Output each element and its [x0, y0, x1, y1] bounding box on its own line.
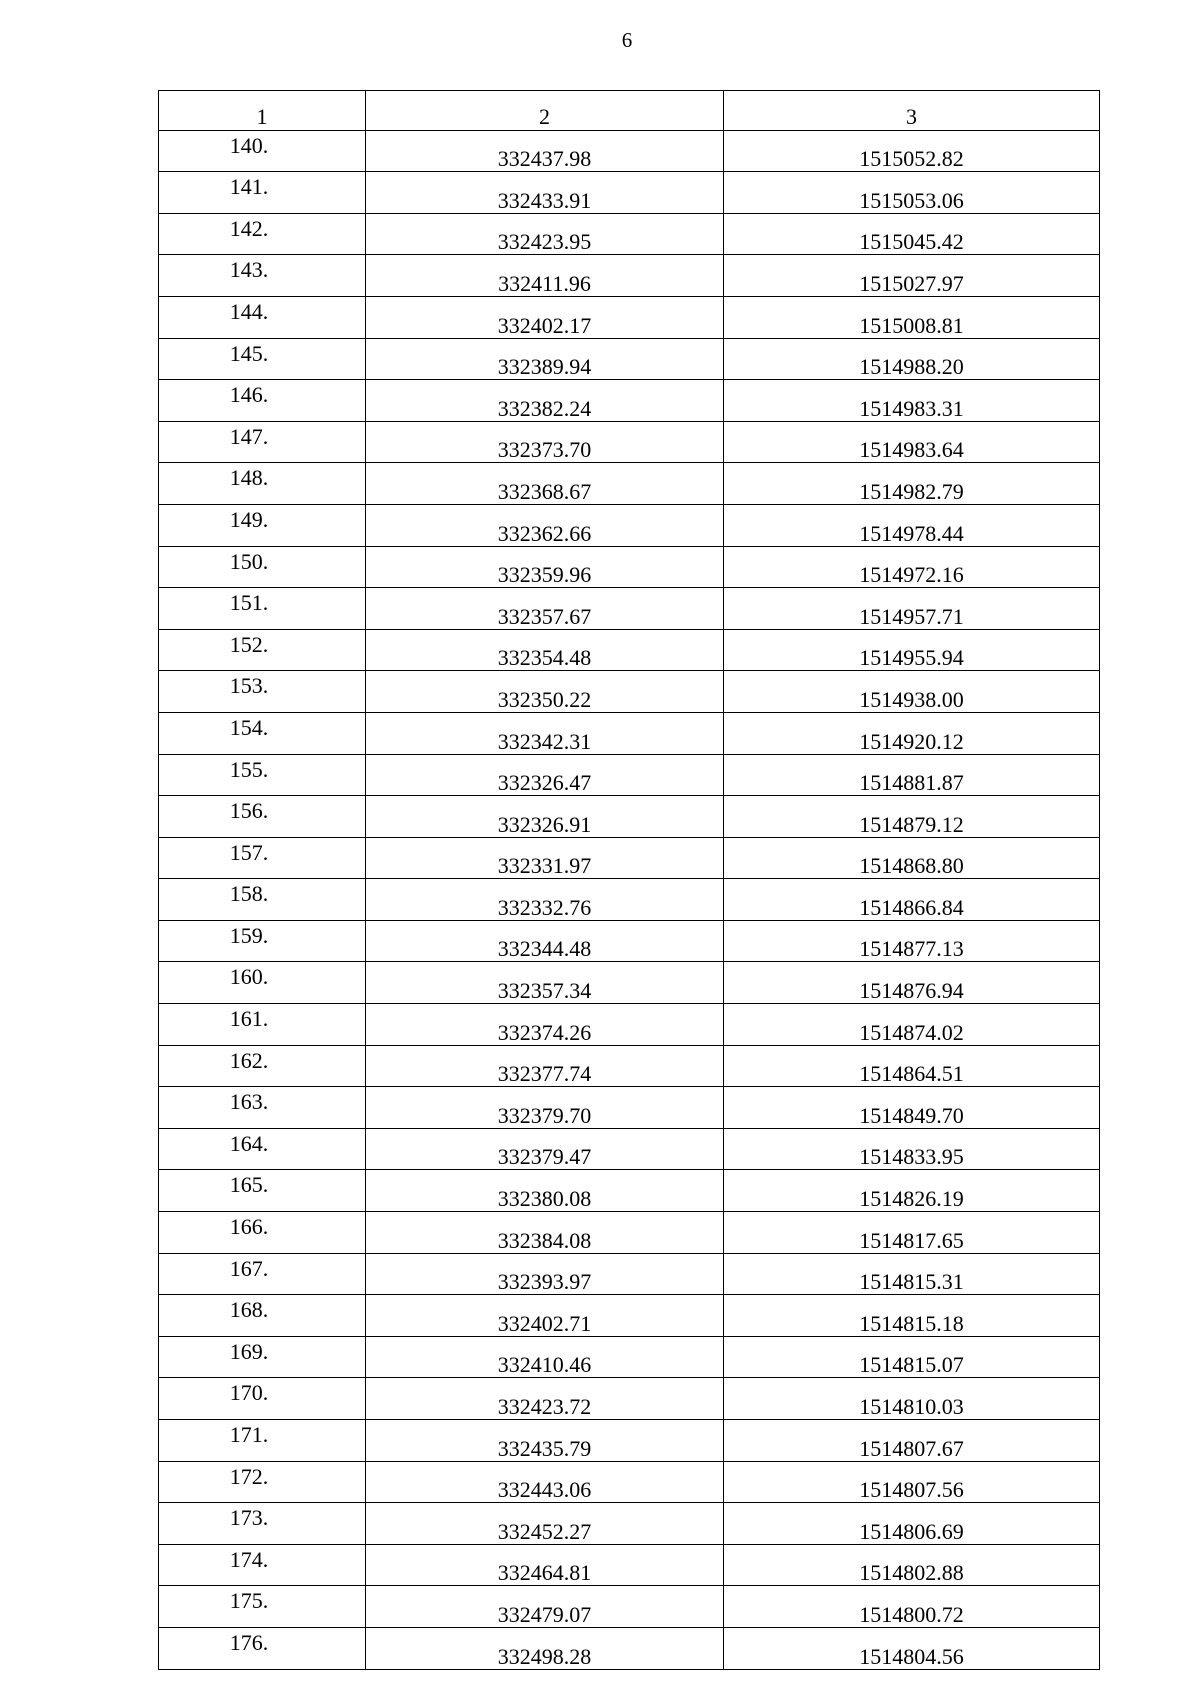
- table-row: [159, 1336, 1100, 1378]
- x-coordinate-cell: 332374.26: [366, 1004, 724, 1046]
- point-number-cell: 167.: [159, 1253, 366, 1295]
- y-coordinate-cell: 1514806.69: [724, 1503, 1100, 1545]
- table-row: [159, 172, 1100, 214]
- table-row: [159, 1378, 1100, 1420]
- table-row: [159, 1461, 1100, 1503]
- header-cell-2: 2: [366, 91, 724, 131]
- point-number-cell: 164.: [159, 1128, 366, 1170]
- y-coordinate-cell: 1514879.12: [724, 796, 1100, 838]
- point-number-cell: 165.: [159, 1170, 366, 1212]
- x-coordinate-cell: 332402.71: [366, 1295, 724, 1337]
- x-coordinate-cell: 332393.97: [366, 1253, 724, 1295]
- table-row: [159, 712, 1100, 754]
- x-coordinate-cell: 332344.48: [366, 920, 724, 962]
- header-row: [159, 91, 1100, 131]
- table-row: [159, 1420, 1100, 1462]
- x-coordinate-cell: 332326.47: [366, 754, 724, 796]
- coordinates-table: [158, 90, 1100, 1670]
- y-coordinate-cell: 1514815.31: [724, 1253, 1100, 1295]
- y-coordinate-cell: 1514881.87: [724, 754, 1100, 796]
- table-body: [159, 130, 1100, 1669]
- x-coordinate-cell: 332354.48: [366, 629, 724, 671]
- y-coordinate-cell: 1514982.79: [724, 463, 1100, 505]
- point-number-cell: 166.: [159, 1212, 366, 1254]
- point-number-cell: 170.: [159, 1378, 366, 1420]
- x-coordinate-cell: 332443.06: [366, 1461, 724, 1503]
- y-coordinate-cell: 1514874.02: [724, 1004, 1100, 1046]
- y-coordinate-cell: 1514810.03: [724, 1378, 1100, 1420]
- point-number-cell: 150.: [159, 546, 366, 588]
- x-coordinate-cell: 332342.31: [366, 712, 724, 754]
- table-row: [159, 837, 1100, 879]
- x-coordinate-cell: 332423.72: [366, 1378, 724, 1420]
- point-number-cell: 147.: [159, 421, 366, 463]
- table-row: [159, 1503, 1100, 1545]
- y-coordinate-cell: 1514978.44: [724, 504, 1100, 546]
- y-coordinate-cell: 1514804.56: [724, 1627, 1100, 1669]
- x-coordinate-cell: 332389.94: [366, 338, 724, 380]
- x-coordinate-cell: 332331.97: [366, 837, 724, 879]
- x-coordinate-cell: 332433.91: [366, 172, 724, 214]
- x-coordinate-cell: 332357.67: [366, 588, 724, 630]
- y-coordinate-cell: 1514817.65: [724, 1212, 1100, 1254]
- y-coordinate-cell: 1514849.70: [724, 1087, 1100, 1129]
- x-coordinate-cell: 332464.81: [366, 1544, 724, 1586]
- x-coordinate-cell: 332373.70: [366, 421, 724, 463]
- page-number: 6: [621, 28, 633, 52]
- point-number-cell: 149.: [159, 504, 366, 546]
- y-coordinate-cell: 1514972.16: [724, 546, 1100, 588]
- table-row: [159, 1170, 1100, 1212]
- y-coordinate-cell: 1514866.84: [724, 879, 1100, 921]
- y-coordinate-cell: 1514983.31: [724, 380, 1100, 422]
- point-number-cell: 176.: [159, 1627, 366, 1669]
- table-row: [159, 879, 1100, 921]
- point-number-cell: 154.: [159, 712, 366, 754]
- table-row: [159, 504, 1100, 546]
- point-number-cell: 169.: [159, 1336, 366, 1378]
- y-coordinate-cell: 1514864.51: [724, 1045, 1100, 1087]
- x-coordinate-cell: 332411.96: [366, 255, 724, 297]
- table-row: [159, 962, 1100, 1004]
- table-row: [159, 1253, 1100, 1295]
- x-coordinate-cell: 332350.22: [366, 671, 724, 713]
- table-row: [159, 1087, 1100, 1129]
- x-coordinate-cell: 332357.34: [366, 962, 724, 1004]
- y-coordinate-cell: 1514983.64: [724, 421, 1100, 463]
- table-header: [159, 91, 1100, 131]
- point-number-cell: 142.: [159, 213, 366, 255]
- point-number-cell: 162.: [159, 1045, 366, 1087]
- table-row: [159, 463, 1100, 505]
- y-coordinate-cell: 1514815.18: [724, 1295, 1100, 1337]
- x-coordinate-cell: 332380.08: [366, 1170, 724, 1212]
- x-coordinate-cell: 332332.76: [366, 879, 724, 921]
- table-row: [159, 1212, 1100, 1254]
- table-row: [159, 588, 1100, 630]
- x-coordinate-cell: 332368.67: [366, 463, 724, 505]
- point-number-cell: 171.: [159, 1420, 366, 1462]
- point-number-cell: 156.: [159, 796, 366, 838]
- table-row: [159, 671, 1100, 713]
- x-coordinate-cell: 332326.91: [366, 796, 724, 838]
- table-row: [159, 213, 1100, 255]
- point-number-cell: 141.: [159, 172, 366, 214]
- point-number-cell: 146.: [159, 380, 366, 422]
- x-coordinate-cell: 332379.47: [366, 1128, 724, 1170]
- x-coordinate-cell: 332359.96: [366, 546, 724, 588]
- point-number-cell: 175.: [159, 1586, 366, 1628]
- table-row: [159, 338, 1100, 380]
- point-number-cell: 173.: [159, 1503, 366, 1545]
- point-number-cell: 174.: [159, 1544, 366, 1586]
- table-row: [159, 1586, 1100, 1628]
- table-row: [159, 421, 1100, 463]
- y-coordinate-cell: 1514920.12: [724, 712, 1100, 754]
- x-coordinate-cell: 332498.28: [366, 1627, 724, 1669]
- table-row: [159, 130, 1100, 172]
- y-coordinate-cell: 1514957.71: [724, 588, 1100, 630]
- y-coordinate-cell: 1514876.94: [724, 962, 1100, 1004]
- x-coordinate-cell: 332379.70: [366, 1087, 724, 1129]
- table-row: [159, 796, 1100, 838]
- y-coordinate-cell: 1514868.80: [724, 837, 1100, 879]
- table-row: [159, 1295, 1100, 1337]
- point-number-cell: 157.: [159, 837, 366, 879]
- x-coordinate-cell: 332435.79: [366, 1420, 724, 1462]
- point-number-cell: 172.: [159, 1461, 366, 1503]
- y-coordinate-cell: 1514826.19: [724, 1170, 1100, 1212]
- table-row: [159, 546, 1100, 588]
- table-row: [159, 1544, 1100, 1586]
- x-coordinate-cell: 332479.07: [366, 1586, 724, 1628]
- table-row: [159, 296, 1100, 338]
- y-coordinate-cell: 1514833.95: [724, 1128, 1100, 1170]
- header-cell-3: 3: [724, 91, 1100, 131]
- point-number-cell: 168.: [159, 1295, 366, 1337]
- y-coordinate-cell: 1515052.82: [724, 130, 1100, 172]
- point-number-cell: 143.: [159, 255, 366, 297]
- table-row: [159, 1045, 1100, 1087]
- x-coordinate-cell: 332377.74: [366, 1045, 724, 1087]
- point-number-cell: 163.: [159, 1087, 366, 1129]
- y-coordinate-cell: 1514807.67: [724, 1420, 1100, 1462]
- table-row: [159, 380, 1100, 422]
- y-coordinate-cell: 1514807.56: [724, 1461, 1100, 1503]
- y-coordinate-cell: 1514815.07: [724, 1336, 1100, 1378]
- x-coordinate-cell: 332402.17: [366, 296, 724, 338]
- y-coordinate-cell: 1515027.97: [724, 255, 1100, 297]
- point-number-cell: 145.: [159, 338, 366, 380]
- table-row: [159, 754, 1100, 796]
- point-number-cell: 148.: [159, 463, 366, 505]
- point-number-cell: 158.: [159, 879, 366, 921]
- table-row: [159, 629, 1100, 671]
- y-coordinate-cell: 1515053.06: [724, 172, 1100, 214]
- x-coordinate-cell: 332437.98: [366, 130, 724, 172]
- point-number-cell: 152.: [159, 629, 366, 671]
- table-row: [159, 255, 1100, 297]
- point-number-cell: 160.: [159, 962, 366, 1004]
- x-coordinate-cell: 332362.66: [366, 504, 724, 546]
- y-coordinate-cell: 1515045.42: [724, 213, 1100, 255]
- y-coordinate-cell: 1514955.94: [724, 629, 1100, 671]
- y-coordinate-cell: 1514938.00: [724, 671, 1100, 713]
- x-coordinate-cell: 332410.46: [366, 1336, 724, 1378]
- y-coordinate-cell: 1514800.72: [724, 1586, 1100, 1628]
- y-coordinate-cell: 1515008.81: [724, 296, 1100, 338]
- x-coordinate-cell: 332382.24: [366, 380, 724, 422]
- point-number-cell: 153.: [159, 671, 366, 713]
- point-number-cell: 161.: [159, 1004, 366, 1046]
- y-coordinate-cell: 1514802.88: [724, 1544, 1100, 1586]
- point-number-cell: 151.: [159, 588, 366, 630]
- table-row: [159, 1627, 1100, 1669]
- table-row: [159, 1004, 1100, 1046]
- table-row: [159, 1128, 1100, 1170]
- y-coordinate-cell: 1514988.20: [724, 338, 1100, 380]
- point-number-cell: 155.: [159, 754, 366, 796]
- y-coordinate-cell: 1514877.13: [724, 920, 1100, 962]
- x-coordinate-cell: 332384.08: [366, 1212, 724, 1254]
- table-row: [159, 920, 1100, 962]
- x-coordinate-cell: 332452.27: [366, 1503, 724, 1545]
- point-number-cell: 144.: [159, 296, 366, 338]
- point-number-cell: 140.: [159, 130, 366, 172]
- x-coordinate-cell: 332423.95: [366, 213, 724, 255]
- point-number-cell: 159.: [159, 920, 366, 962]
- header-cell-1: 1: [159, 91, 366, 131]
